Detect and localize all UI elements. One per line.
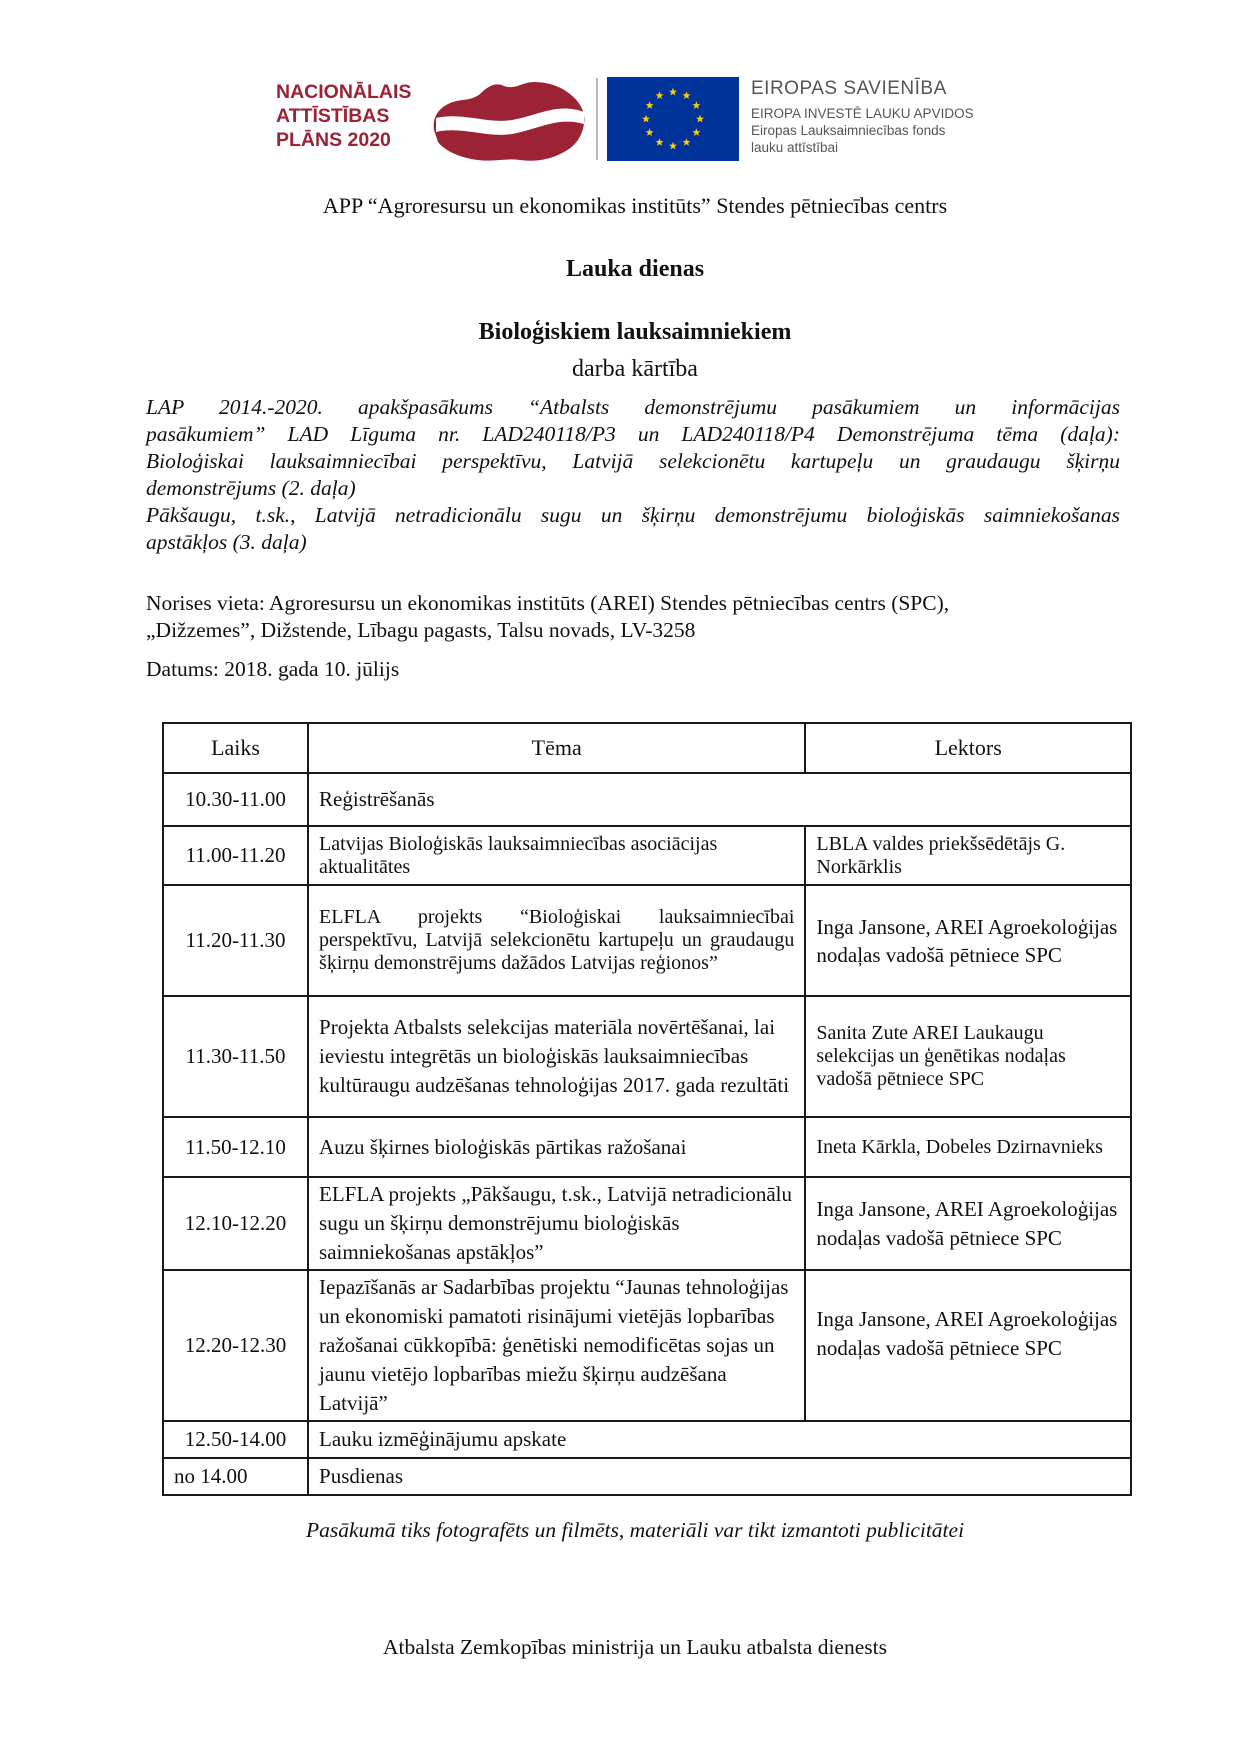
row-time: 12.10-12.20 — [163, 1177, 308, 1270]
table-row — [163, 1421, 1131, 1458]
row-time: 12.20-12.30 — [163, 1270, 308, 1421]
table-header-row — [163, 723, 1131, 773]
table-row — [163, 885, 1131, 996]
table-row — [163, 826, 1131, 885]
column-header-time: Laiks — [163, 723, 308, 773]
row-time: 10.30-11.00 — [163, 773, 308, 826]
publicity-note: Pasākumā tiks fotografēts un filmēts, materiāli var tikt izmantoti publicitātei — [305, 1518, 965, 1542]
row-time: 12.50-14.00 — [163, 1421, 308, 1458]
row-time: 11.50-12.10 — [163, 1117, 308, 1177]
row-lecturer: Sanita Zute AREI Laukaugu selekcijas un ģenētikas nodaļas vadošā pētniece SPC — [805, 996, 1131, 1117]
logo-divider — [596, 78, 598, 160]
row-time: no 14.00 — [163, 1458, 308, 1495]
row-topic: Iepazīšanās ar Sadarbības projektu “Jaunas tehnoloģijas un ekonomiski pamatoti risinājumi vietējās lopbarības ražošanai cūkkopībā: ģenētiski nemodificētas sojas un jaunu vietējo lopbarības miežu šķirņu audzēšana Latvijā” — [308, 1270, 805, 1421]
eu-flag-icon — [607, 77, 739, 161]
row-time: 11.30-11.50 — [163, 996, 308, 1117]
institute-line: APP “Agroresursu un ekonomikas institūts” Stendes pētniecības centrs — [322, 193, 948, 218]
latvia-map-logo-icon — [430, 72, 590, 168]
event-date: Datums: 2018. gada 10. jūlijs — [146, 657, 400, 681]
agenda-heading: darba kārtība — [572, 356, 698, 382]
row-topic: Reģistrēšanās — [308, 773, 1131, 826]
row-lecturer: Inga Jansone, AREI Agroekoloģijas nodaļas vadošā pētniece SPC — [805, 1270, 1131, 1421]
table-row — [163, 773, 1131, 826]
row-topic: Lauku izmēģinājumu apskate — [308, 1421, 1131, 1458]
column-header-topic: Tēma — [308, 723, 805, 773]
row-topic: ELFLA projekts „Pākšaugu, t.sk., Latvijā netradicionālu sugu un šķirņu demonstrējumu bioloģiskās saimniekošanas apstākļos” — [308, 1177, 805, 1270]
table-row — [163, 996, 1131, 1117]
row-time: 11.20-11.30 — [163, 885, 308, 996]
venue-info: Norises vieta: Agroresursu un ekonomikas institūts (AREI) Stendes pētniecības centrs (SPC), „Dižzemes”, Dižstende, Lībagu pagasts, Talsu novads, LV-3258 — [146, 591, 950, 642]
table-row — [163, 1270, 1131, 1421]
table-row — [163, 1458, 1131, 1495]
table-row — [163, 1117, 1131, 1177]
row-topic: ELFLA projekts “Bioloģiskai lauksaimniecībai perspektīvu, Latvijā selekcionētu kartupeļu un graudaugu šķirņu demonstrējums dažādos Latvijas reģionos” — [308, 885, 805, 996]
row-topic: Projekta Atbalsts selekcijas materiāla novērtēšanai, lai ieviestu integrētās un bioloģiskās lauksaimniecības kultūraugu audzēšanas tehnoloģijas 2017. gada rezultāti — [308, 996, 805, 1117]
row-lecturer: Ineta Kārkla, Dobeles Dzirnavnieks — [805, 1117, 1131, 1177]
row-time: 11.00-11.20 — [163, 826, 308, 885]
row-lecturer: LBLA valdes priekšsēdētājs G. Norkārklis — [805, 826, 1131, 885]
row-topic: Latvijas Bioloģiskās lauksaimniecības asociācijas aktualitātes — [308, 826, 805, 885]
page-title: Lauka dienas — [565, 256, 705, 282]
row-lecturer: Inga Jansone, AREI Agroekoloģijas nodaļas vadošā pētniece SPC — [805, 1177, 1131, 1270]
row-topic: Auzu šķirnes bioloģiskās pārtikas ražošanai — [308, 1117, 805, 1177]
program-description: LAP 2014.-2020. apakšpasākums “Atbalsts demonstrējumu pasākumiem un informācijas pasākumiem” LAD Līguma nr. LAD240118/P3 un LAD240118/P4 Demonstrējuma tēma (daļa): Bioloģiskai lauksaimniecībai perspektīvu, Latvijā selekcionētu kartupeļu un graudaugu šķirņu demonstrējums (2. daļa) Pākšaugu, t.sk., Latvijā netradicionālu sugu un šķirņu demonstrējumu bioloģiskās saimniekošanas apstākļos (3. daļa) — [146, 395, 1120, 554]
agenda-table — [162, 722, 1132, 1496]
nap-logo-text: NACIONĀLAIS ATTĪSTĪBAS PLĀNS 2020 — [276, 81, 412, 151]
page-subtitle: Bioloģiskiem lauksaimniekiem — [478, 319, 792, 345]
eu-logo-text: EIROPAS SAVIENĪBA EIROPA INVESTĒ LAUKU APVIDOS Eiropas Lauksaimniecības fonds lauku attīstībai — [751, 78, 974, 155]
footer-support: Atbalsta Zemkopības ministrija un Lauku atbalsta dienests — [383, 1635, 887, 1659]
table-row — [163, 1177, 1131, 1270]
row-lecturer: Inga Jansone, AREI Agroekoloģijas nodaļas vadošā pētniece SPC — [805, 885, 1131, 996]
column-header-lecturer: Lektors — [805, 723, 1131, 773]
logo-row — [0, 70, 1240, 170]
row-topic: Pusdienas — [308, 1458, 1131, 1495]
